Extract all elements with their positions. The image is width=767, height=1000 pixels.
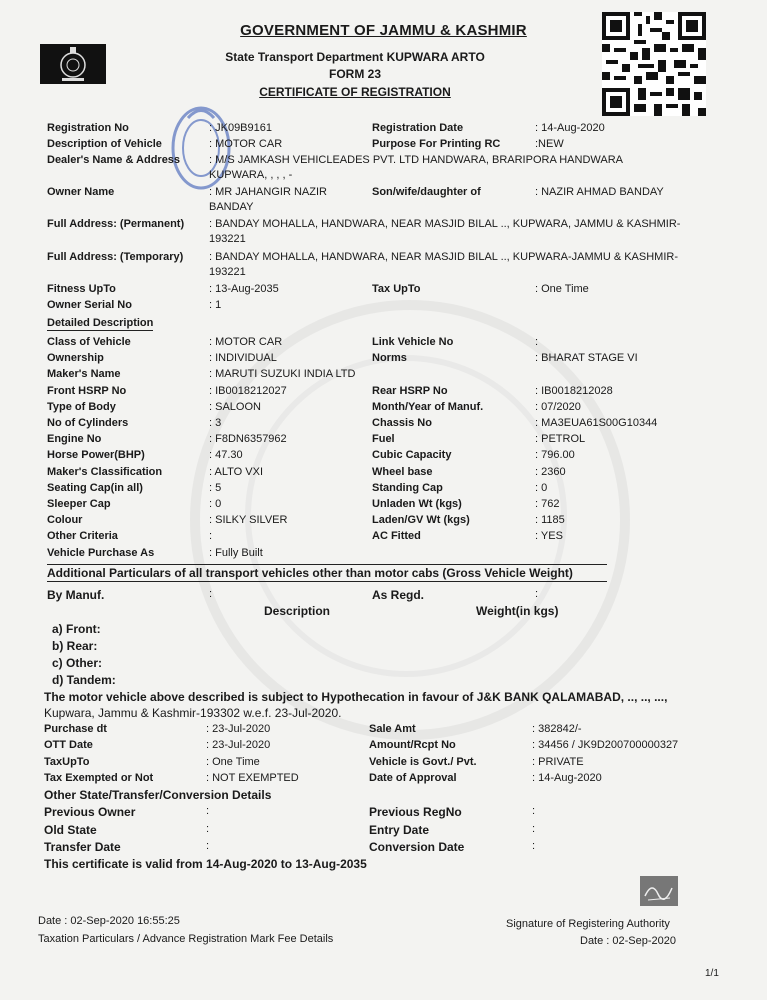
detail-row-value: : 0 <box>535 481 548 494</box>
vehicle-description-label: Description of Vehicle <box>47 138 162 150</box>
detail-row-label: Seating Cap(in all) <box>47 481 143 494</box>
purchase-row-value: : 34456 / JK9D200700000327 <box>532 739 679 752</box>
registration-no-label: Registration No <box>47 122 129 134</box>
transfer-row-value: : <box>532 805 536 817</box>
tax-upto-value: : One Time <box>535 283 589 295</box>
vehicle-description-value: : MOTOR CAR <box>209 138 283 150</box>
relation-label: Son/wife/daughter of <box>372 186 481 198</box>
detail-row-label: No of Cylinders <box>47 417 129 429</box>
detail-row-value: : 2360 <box>535 465 566 478</box>
taxation-particulars: Taxation Particulars / Advance Registration Mark Fee Details <box>38 933 334 945</box>
detail-row-label: Cubic Capacity <box>372 449 452 462</box>
detail-row-value: : 3 <box>209 417 222 429</box>
purchase-row-value: : PRIVATE <box>532 755 584 768</box>
axle-rear: b) Rear: <box>52 639 98 653</box>
detail-row-value: : PETROL <box>535 433 586 446</box>
temporary-address-value: : BANDAY MOHALLA, HANDWARA, NEAR MASJID BILAL .., KUPWARA-JAMMU & KASHMIR- <box>209 251 679 263</box>
detail-row-value: : IB0018212027 <box>209 384 287 397</box>
by-manuf-label: By Manuf. <box>47 588 105 602</box>
detail-row-value: : MARUTI SUZUKI INDIA LTD <box>209 368 356 381</box>
purchase-row-label: Vehicle is Govt./ Pvt. <box>369 755 477 768</box>
detail-row-value: : MOTOR CAR <box>209 336 283 348</box>
detail-row-label: Norms <box>372 352 407 365</box>
hypothecation-text-cont: Kupwara, Jammu & Kashmir-193302 w.e.f. 23-Jul-2020. <box>44 706 342 720</box>
detail-row-value: : 5 <box>209 481 222 494</box>
axle-other: c) Other: <box>52 656 103 670</box>
detail-row-value: : <box>209 530 213 543</box>
header-certificate: CERTIFICATE OF REGISTRATION <box>259 85 451 99</box>
detail-row-label: Front HSRP No <box>47 384 127 397</box>
detail-row-value: : ALTO VXI <box>209 465 264 478</box>
purchase-row-label: OTT Date <box>44 739 93 752</box>
detail-row-label: AC Fitted <box>372 530 421 543</box>
signature-label: Signature of Registering Authority <box>506 918 670 930</box>
registration-date-label: Registration Date <box>372 122 464 134</box>
permanent-address-label: Full Address: (Permanent) <box>47 218 185 230</box>
transfer-row-value: : <box>206 840 210 852</box>
detail-row-value: : 07/2020 <box>535 400 581 413</box>
detail-row-label: Ownership <box>47 352 104 365</box>
owner-name-label: Owner Name <box>47 186 115 198</box>
permanent-address-cont: 193221 <box>209 233 246 245</box>
detail-row-value: : 796.00 <box>535 449 575 462</box>
purchase-row-value: : 23-Jul-2020 <box>206 739 271 752</box>
validity-statement: This certificate is valid from 14-Aug-2020 to 13-Aug-2035 <box>44 857 367 871</box>
other-state-heading: Other State/Transfer/Conversion Details <box>44 788 272 802</box>
purchase-row-value: : 23-Jul-2020 <box>206 723 271 735</box>
as-regd-label: As Regd. <box>372 588 425 602</box>
detail-row-label: Type of Body <box>47 400 116 413</box>
purchase-row-value: : 382842/- <box>532 723 582 735</box>
purpose-label: Purpose For Printing RC <box>372 138 501 150</box>
transfer-row-label: Transfer Date <box>44 840 121 854</box>
detail-row-value: : <box>535 336 539 348</box>
detail-row-value: : SILKY SILVER <box>209 514 288 527</box>
purchase-row-label: Sale Amt <box>369 723 416 735</box>
detail-row-label: Sleeper Cap <box>47 498 111 510</box>
detail-row-label: Maker's Name <box>47 368 121 381</box>
owner-name-cont: BANDAY <box>209 201 254 213</box>
detail-row-label: Engine No <box>47 433 102 446</box>
temporary-address-label: Full Address: (Temporary) <box>47 251 184 263</box>
page-number: 1/1 <box>705 968 719 979</box>
transfer-row-label: Old State <box>44 822 97 837</box>
detail-row-label: Colour <box>47 514 83 527</box>
header-government: GOVERNMENT OF JAMMU & KASHMIR <box>240 22 527 39</box>
detail-row-value: : 0 <box>209 498 222 510</box>
detail-row-label: Vehicle Purchase As <box>47 546 155 559</box>
hypothecation-text: The motor vehicle above described is subject to Hypothecation in favour of J&K BANK QALAMABAD, .., .., ..., <box>44 690 668 704</box>
transfer-row-value: : <box>206 822 210 835</box>
weight-column-header: Weight(in kgs) <box>476 604 559 618</box>
detailed-description-heading: Detailed Description <box>47 317 154 329</box>
registration-no-value: : JK09B9161 <box>209 122 272 134</box>
detail-row-value: : MA3EUA61S00G10344 <box>535 417 658 429</box>
detail-row-value: : IB0018212028 <box>535 384 613 397</box>
detail-row-label: Class of Vehicle <box>47 336 131 348</box>
detail-row-value: : Fully Built <box>209 546 263 559</box>
purchase-row-label: Tax Exempted or Not <box>44 771 154 784</box>
axle-front: a) Front: <box>52 622 101 636</box>
detail-row-label: Link Vehicle No <box>372 336 454 348</box>
relation-value: : NAZIR AHMAD BANDAY <box>535 186 664 198</box>
detail-row-value: : 1185 <box>535 514 565 527</box>
transfer-row-value: : <box>532 840 536 852</box>
detail-row-label: Chassis No <box>372 417 432 429</box>
temporary-address-cont: 193221 <box>209 266 246 278</box>
detail-row-value: : F8DN6357962 <box>209 433 287 446</box>
authority-signature <box>640 876 678 906</box>
purchase-row-label: Purchase dt <box>44 723 107 735</box>
dealer-value-cont: KUPWARA, , , , - <box>209 169 293 181</box>
detail-row-label: Other Criteria <box>47 530 118 543</box>
owner-serial-value: : 1 <box>209 299 222 311</box>
permanent-address-value: : BANDAY MOHALLA, HANDWARA, NEAR MASJID BILAL .., KUPWARA, JAMMU & KASHMIR- <box>209 218 681 230</box>
transfer-row-value: : <box>532 822 536 835</box>
by-manuf-value: : <box>209 588 213 600</box>
registration-date-value: : 14-Aug-2020 <box>535 122 605 134</box>
tax-upto-label: Tax UpTo <box>372 283 421 295</box>
detail-row-value: : 762 <box>535 498 560 510</box>
transfer-row-label: Conversion Date <box>369 840 465 854</box>
detail-row-label: Standing Cap <box>372 481 443 494</box>
detail-row-value: : BHARAT STAGE VI <box>535 352 638 365</box>
fitness-label: Fitness UpTo <box>47 283 116 295</box>
owner-name-value: : MR JAHANGIR NAZIR <box>209 186 327 198</box>
purchase-row-value: : 14-Aug-2020 <box>532 771 602 784</box>
print-date: Date : 02-Sep-2020 16:55:25 <box>38 915 180 927</box>
fitness-value: : 13-Aug-2035 <box>209 283 279 295</box>
detail-row-value: : YES <box>535 530 563 543</box>
detail-row-label: Horse Power(BHP) <box>47 449 145 462</box>
detail-row-value: : SALOON <box>209 400 261 413</box>
detail-row-value: : 47.30 <box>209 449 243 462</box>
transfer-row-value: : <box>206 805 210 817</box>
purchase-row-value: : One Time <box>206 755 260 768</box>
header-department: State Transport Department KUPWARA ARTO <box>225 50 485 64</box>
additional-particulars-heading: Additional Particulars of all transport vehicles other than motor cabs (Gross Vehicle Weight) <box>47 564 607 582</box>
purchase-row-label: TaxUpTo <box>44 755 90 768</box>
detail-row-value: : INDIVIDUAL <box>209 352 277 365</box>
purchase-row-value: : NOT EXEMPTED <box>206 771 299 784</box>
detail-row-label: Month/Year of Manuf. <box>372 400 484 413</box>
signature-date: Date : 02-Sep-2020 <box>580 935 677 947</box>
purchase-row-label: Date of Approval <box>369 771 457 784</box>
detail-row-label: Laden/GV Wt (kgs) <box>372 514 470 527</box>
purpose-value: :NEW <box>535 138 564 150</box>
as-regd-value: : <box>535 588 539 600</box>
transfer-row-label: Entry Date <box>369 822 430 837</box>
detail-row-label: Unladen Wt (kgs) <box>372 498 462 510</box>
transfer-row-label: Previous RegNo <box>369 805 462 819</box>
detail-row-label: Rear HSRP No <box>372 384 448 397</box>
owner-serial-label: Owner Serial No <box>47 299 132 311</box>
purchase-row-label: Amount/Rcpt No <box>369 739 456 752</box>
axle-tandem: d) Tandem: <box>52 673 116 687</box>
description-column-header: Description <box>264 604 331 618</box>
dealer-label: Dealer's Name & Address <box>47 154 181 166</box>
dealer-value: : M/S JAMKASH VEHICLEADES PVT. LTD HANDWARA, BRARIPORA HANDWARA <box>209 154 623 166</box>
transfer-row-label: Previous Owner <box>44 805 136 819</box>
detail-row-label: Fuel <box>372 433 395 446</box>
header-form: FORM 23 <box>328 67 381 81</box>
detail-row-label: Wheel base <box>372 465 433 478</box>
detail-row-label: Maker's Classification <box>47 465 163 478</box>
